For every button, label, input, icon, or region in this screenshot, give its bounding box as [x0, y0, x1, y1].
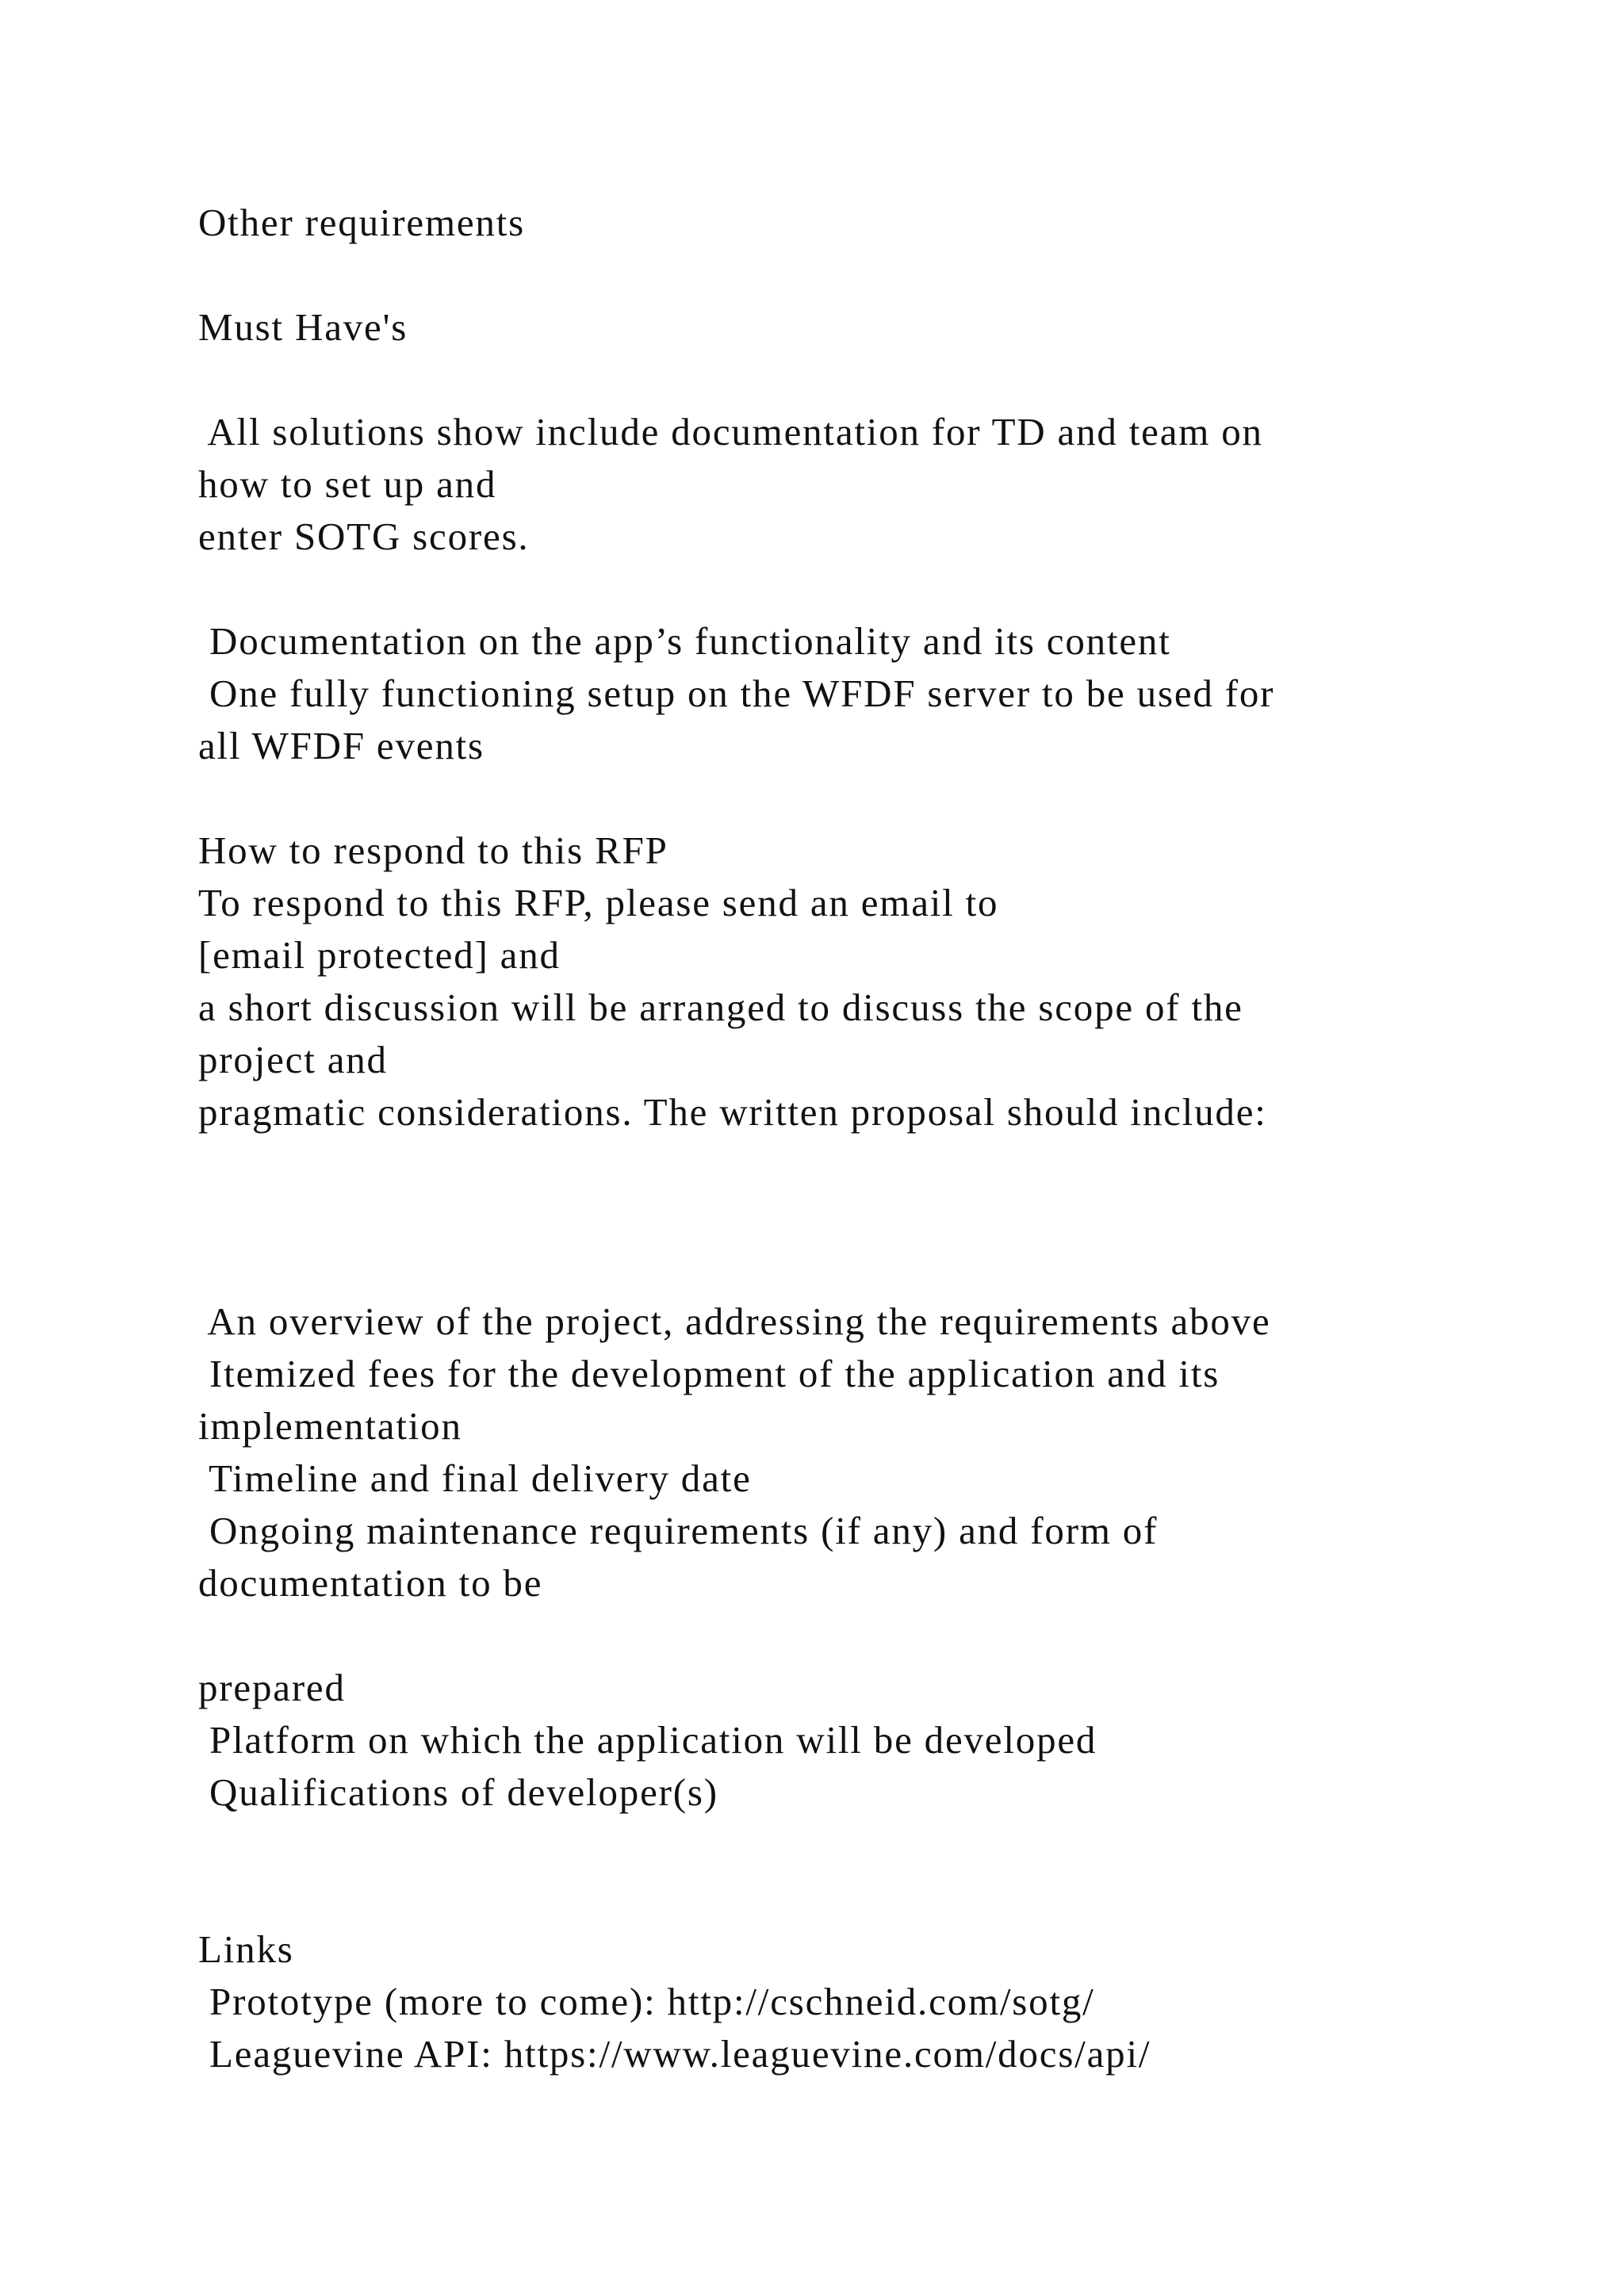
text-line: pragmatic considerations. The written proposal should include: [198, 1090, 1267, 1134]
list-item: documentation to be [198, 1561, 543, 1605]
text-line: project and [198, 1038, 388, 1081]
text-line: all WFDF events [198, 724, 485, 767]
heading-other-requirements: Other requirements [198, 201, 526, 244]
text-line: how to set up and [198, 462, 497, 506]
text-line: Documentation on the app’s functionality and its content [198, 619, 1171, 663]
list-item: prepared [198, 1666, 346, 1709]
text-line: One fully functioning setup on the WFDF server to be used for [198, 672, 1275, 715]
text-line: enter SOTG scores. [198, 515, 530, 558]
text-line: To respond to this RFP, please send an email to [198, 881, 999, 924]
email-text: [email protected] and [198, 933, 561, 977]
list-item: Itemized fees for the development of the application and its [198, 1352, 1220, 1395]
list-item: Platform on which the application will be developed [198, 1718, 1097, 1762]
heading-how-to-respond: How to respond to this RFP [198, 828, 668, 872]
list-item: Qualifications of developer(s) [198, 1770, 718, 1814]
text-line: All solutions show include documentation for TD and team on [198, 410, 1263, 453]
list-item: Ongoing maintenance requirements (if any) and form of [198, 1509, 1159, 1552]
link-leaguevine-api[interactable]: Leaguevine API: https://www.leaguevine.com/docs/api/ [198, 2032, 1151, 2076]
text-line: a short discussion will be arranged to discuss the scope of the [198, 985, 1243, 1029]
heading-must-haves: Must Have's [198, 305, 408, 349]
link-prototype[interactable]: Prototype (more to come): http://cschneid.com/sotg/ [198, 1980, 1095, 2023]
list-item: implementation [198, 1404, 462, 1448]
list-item: Timeline and final delivery date [198, 1456, 752, 1500]
heading-links: Links [198, 1927, 294, 1971]
list-item: An overview of the project, addressing the requirements above [198, 1299, 1271, 1343]
